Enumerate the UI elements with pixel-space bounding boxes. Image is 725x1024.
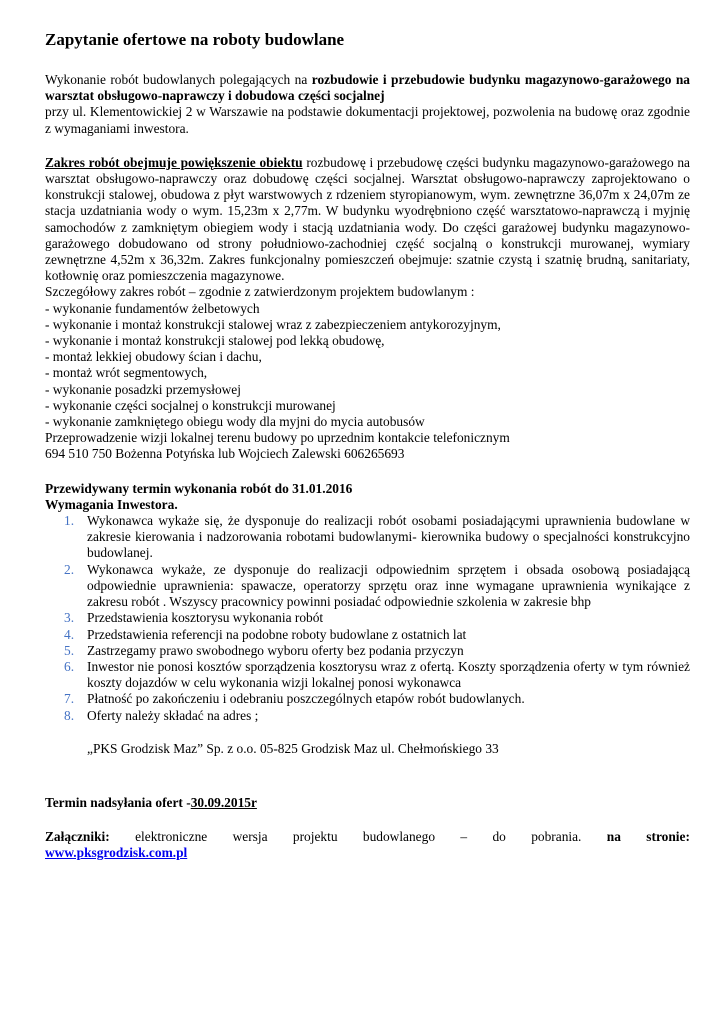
scope-body: rozbudowę i przebudowę części budynku magazynowo-garażowego na warsztat obsługowo-naprawczy oraz dobudowę części socjalnej. Warsztat obsługowo-naprawczy zaprojektowano o konstrukcji stalowej, obudowa z płyt warstwowych z rdzeniem styropianowym, wym. zewnętrzne 36,07m x 24,07m ze stacja uzdatniania wody o wym. 15,23m x 2,77m. W budynku wyodrębniono część warsztatowo-naprawczą i myjnię samochodów z zamkniętym obiegiem wody i stacją uzdatniania wody. Do części garażowej budynku magazynowo-garażowego dobudowano od strony południowo-zachodniej część socjalną o konstrukcji murowanej, wymiary zewnętrzne 4,52m x 36,32m. Zakres funkcjonalny pomieszczeń obejmuje: szatnie czystą i szatnię brudną, sanitariaty, kotłownię oraz pomieszczenia magazynowe.	[45, 154, 690, 284]
attachments-word: do	[492, 829, 506, 845]
list-item: 8. Oferty należy składać na adres ;	[64, 707, 259, 723]
site-label-na: na	[606, 829, 621, 845]
list-item: 7. Płatność po zakończeniu i odebraniu poszczególnych etapów robót budowlanych.	[64, 691, 525, 707]
list-number: 6.	[64, 658, 75, 674]
list-number: 3.	[64, 610, 75, 626]
list-number: 1.	[64, 513, 75, 529]
submission-deadline	[45, 795, 690, 811]
submission-date: 30.09.2015r	[190, 794, 257, 810]
intro-paragraph	[45, 72, 690, 104]
list-item: 3. Przedstawienia kosztorysu wykonania robót	[64, 610, 324, 626]
document-title: Zapytanie ofertowe na roboty budowlane	[45, 30, 345, 49]
attachments-line	[45, 829, 690, 845]
list-number: 4.	[64, 626, 75, 642]
list-item: - montaż wrót segmentowych,	[45, 365, 208, 381]
site-visit-note: Przeprowadzenie wizji lokalnej terenu budowy po uprzednim kontakcie telefonicznym	[45, 430, 510, 446]
scope-heading: Zakres robót obejmuje powiększenie obiektu	[45, 154, 303, 170]
requirements-list	[45, 513, 690, 724]
list-number: 2.	[64, 561, 75, 577]
deadline-heading: Przewidywany termin wykonania robót do 31.01.2016	[45, 480, 353, 496]
intro-text: Wykonanie robót budowlanych polegających na	[45, 72, 312, 87]
list-item: 1. Wykonawca wykaże się, że dysponuje do realizacji robót osobami posiadającymi uprawnienia budowlane w zakresie kierowania i nadzorowania robotami budowlanymi- kierownika budowy o specjalności konstrukcyjno budowlanej.	[64, 513, 690, 561]
attachments-word: –	[460, 829, 468, 845]
list-item: 4. Przedstawienia referencji na podobne roboty budowlane z ostatnich lat	[64, 626, 467, 642]
attachments-word: budowlanego	[362, 829, 436, 845]
list-number: 5.	[64, 642, 75, 658]
list-item: - wykonanie zamkniętego obiegu wody dla myjni do mycia autobusów	[45, 414, 425, 430]
intro-location: przy ul. Klementowickiej 2 w Warszawie na podstawie dokumentacji projektowej, pozwolenia na budowę oraz zgodnie z wymaganiami inwestora.	[45, 104, 690, 136]
project-download-link[interactable]: www.pksgrodzisk.com.pl	[45, 845, 188, 861]
attachments-word: pobrania.	[531, 829, 582, 845]
contact-phones: 694 510 750 Bożenna Potyńska lub Wojciech Zalewski 606265693	[45, 446, 405, 462]
list-item: - montaż lekkiej obudowy ścian i dachu,	[45, 349, 262, 365]
intro-bold-subject: rozbudowie i przebudowie budynku magazynowo-garażowego na warsztat obsługowo-naprawczy i dobudowa części socjalnej	[45, 72, 691, 104]
attachments-url-line	[45, 845, 690, 861]
attachments-word: elektroniczne	[135, 829, 208, 845]
attachments-word: wersja	[232, 829, 268, 845]
list-item: - wykonanie części socjalnej o konstrukcji murowanej	[45, 397, 336, 413]
list-item: - wykonanie i montaż konstrukcji stalowej pod lekką obudowę,	[45, 333, 385, 349]
list-number: 8.	[64, 707, 75, 723]
attachments-label: Załączniki:	[45, 829, 110, 845]
offer-address: „PKS Grodzisk Maz” Sp. z o.o. 05-825 Grodzisk Maz ul. Chełmońskiego 33	[87, 740, 499, 756]
site-label-stronie: stronie:	[646, 829, 690, 845]
list-item: 6. Inwestor nie ponosi kosztów sporządzenia kosztorysu wraz z ofertą. Koszty sporządzenia oferty w tym również koszty dojazdów w celu wykonania wizji lokalnej ponosi wykonawca	[64, 658, 690, 691]
list-item: - wykonanie i montaż konstrukcji stalowej wraz z zabezpieczeniem antykorozyjnym,	[45, 316, 501, 332]
list-item: - wykonanie posadzki przemysłowej	[45, 381, 241, 397]
list-item: 2. Wykonawca wykaże, ze dysponuje do realizacji odpowiednim sprzętem i obsada osobową posiadającą odpowiednie uprawnienia: spawacze, operatorzy sprzętu oraz inne wymagane uprawnienia wynikające z zakresu robót . Wszyscy pracownicy powinni posiadać odpowiednie szkolenia w zakresie bhp	[64, 561, 690, 610]
list-number: 7.	[64, 691, 75, 707]
list-item: - wykonanie fundamentów żelbetowych	[45, 300, 260, 316]
scope-items-list	[45, 301, 690, 431]
scope-paragraph	[45, 155, 690, 285]
attachments-word: projektu	[292, 829, 338, 845]
submission-label: Termin nadsyłania ofert -	[45, 794, 191, 810]
list-item: 5. Zastrzegamy prawo swobodnego wyboru oferty bez podania przyczyn	[64, 642, 464, 658]
document-page	[45, 30, 690, 862]
requirements-heading: Wymagania Inwestora.	[45, 496, 178, 512]
scope-details-intro: Szczegółowy zakres robót – zgodnie z zatwierdzonym projektem budowlanym :	[45, 284, 475, 300]
